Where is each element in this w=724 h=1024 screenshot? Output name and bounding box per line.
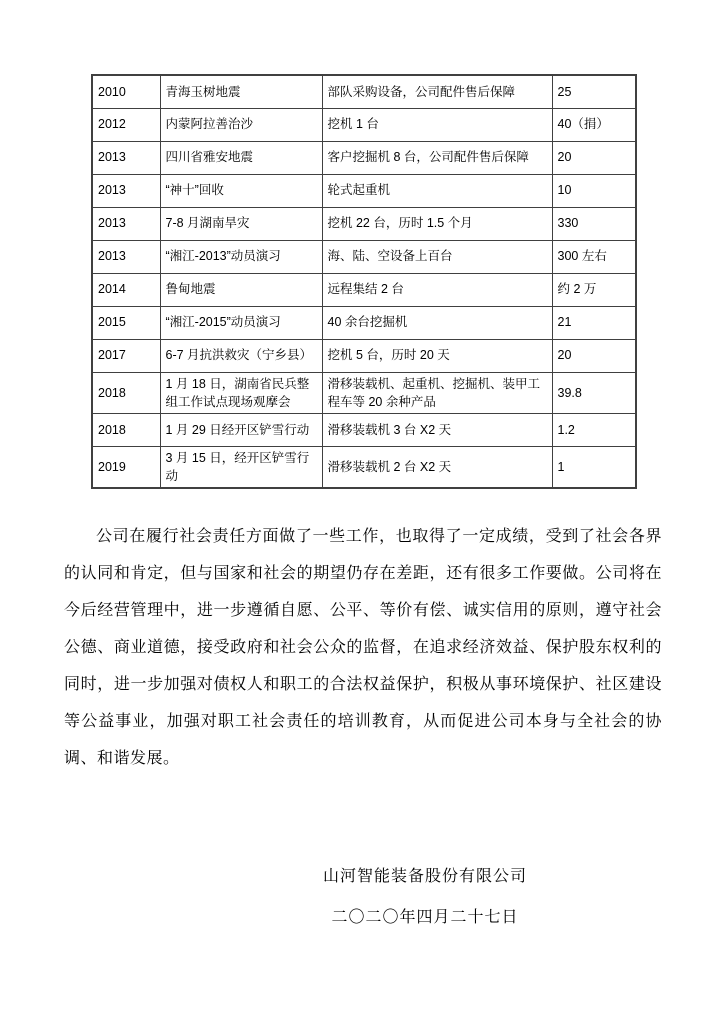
cell-event: 内蒙阿拉善治沙 [160,108,322,141]
cell-amount: 1.2 [552,413,636,446]
cell-equipment: 客户挖掘机 8 台，公司配件售后保障 [322,141,552,174]
cell-equipment: 挖机 1 台 [322,108,552,141]
cell-equipment: 挖机 5 台，历时 20 天 [322,339,552,372]
cell-event: 鲁甸地震 [160,273,322,306]
cell-year: 2017 [92,339,160,372]
cell-year: 2012 [92,108,160,141]
donation-deployment-table [91,74,637,489]
cell-amount: 39.8 [552,372,636,413]
cell-equipment: 轮式起重机 [322,174,552,207]
cell-amount: 1 [552,446,636,488]
cell-year: 2013 [92,141,160,174]
cell-equipment: 滑移装载机 2 台 X2 天 [322,446,552,488]
cell-year: 2013 [92,240,160,273]
signature-date: 二〇二〇年四月二十七日 [331,909,519,926]
conclusion-paragraph: 公司在履行社会责任方面做了一些工作，也取得了一定成绩，受到了社会各界的认同和肯定，但与国家和社会的期望仍存在差距，还有很多工作要做。公司将在今后经营管理中，进一步遵循自愿、公平、等价有偿、诚实信用的原则，遵守社会公德、商业道德，接受政府和社会公众的监督，在追求经济效益、保护股东权利的同时，进一步加强对债权人和职工的合法权益保护，积极从事环境保护、社区建设等公益事业，加强对职工社会责任的培训教育，从而促进公司本身与全社会的协调、和谐发展。 [64,528,662,767]
cell-amount: 20 [552,339,636,372]
table-row [92,306,636,339]
cell-year: 2010 [92,75,160,108]
cell-amount: 300 左右 [552,240,636,273]
table-row [92,174,636,207]
company-name: 山河智能装备股份有限公司 [322,868,527,885]
cell-year: 2014 [92,273,160,306]
table-row [92,372,636,413]
table-row [92,108,636,141]
table-row [92,141,636,174]
cell-event: “神十”回收 [160,174,322,207]
cell-amount: 25 [552,75,636,108]
cell-equipment: 40 余台挖掘机 [322,306,552,339]
cell-event: 青海玉树地震 [160,75,322,108]
cell-equipment: 滑移装载机 3 台 X2 天 [322,413,552,446]
table-row [92,413,636,446]
cell-event: “湘江-2013”动员演习 [160,240,322,273]
cell-year: 2018 [92,413,160,446]
cell-amount: 330 [552,207,636,240]
cell-equipment: 挖机 22 台，历时 1.5 个月 [322,207,552,240]
cell-amount: 21 [552,306,636,339]
cell-year: 2019 [92,446,160,488]
table-row [92,75,636,108]
cell-year: 2018 [92,372,160,413]
cell-event: 四川省雅安地震 [160,141,322,174]
cell-event: “湘江-2015”动员演习 [160,306,322,339]
cell-event: 1 月 29 日经开区铲雪行动 [160,413,322,446]
table-row [92,446,636,488]
signature-block [245,866,605,929]
cell-amount: 10 [552,174,636,207]
cell-equipment: 海、陆、空设备上百台 [322,240,552,273]
cell-year: 2013 [92,207,160,240]
cell-amount: 40（捐） [552,108,636,141]
table-row [92,273,636,306]
table-row [92,339,636,372]
cell-amount: 约 2 万 [552,273,636,306]
table-row [92,207,636,240]
cell-amount: 20 [552,141,636,174]
cell-year: 2015 [92,306,160,339]
cell-year: 2013 [92,174,160,207]
cell-equipment: 滑移装载机、起重机、挖掘机、装甲工程车等 20 余种产品 [322,372,552,413]
cell-equipment: 部队采购设备，公司配件售后保障 [322,75,552,108]
table-row [92,240,636,273]
cell-event: 3 月 15 日，经开区铲雪行动 [160,446,322,488]
cell-event: 1 月 18 日，湖南省民兵整组工作试点现场观摩会 [160,372,322,413]
cell-event: 6-7 月抗洪救灾（宁乡县） [160,339,322,372]
cell-event: 7-8 月湖南旱灾 [160,207,322,240]
cell-equipment: 远程集结 2 台 [322,273,552,306]
